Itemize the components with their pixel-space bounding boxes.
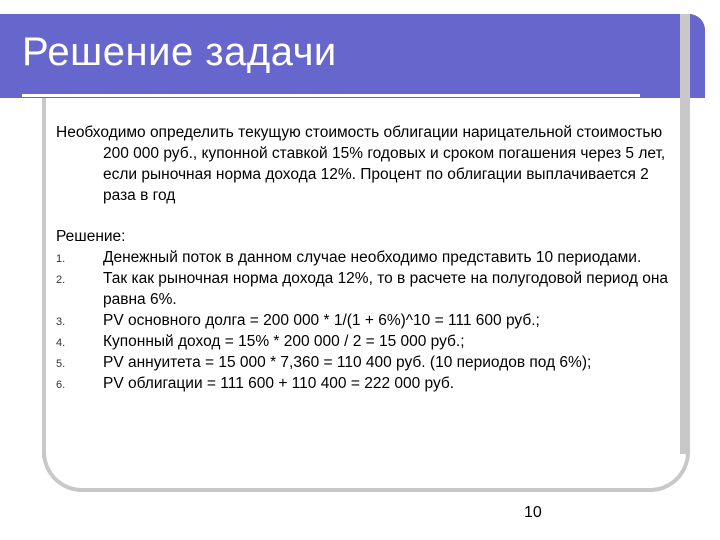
problem-statement: Необходимо определить текущую стоимость облигации нарицательной стоимостью 200 000 руб., купонной ставкой 15% годовых и сроком погашения через 5 лет, если рыночная норма дохода 12%. Процент по облигации выплачивается 2 раза в год (56, 124, 666, 204)
step-number: 4. (56, 337, 66, 349)
spacer (56, 206, 676, 226)
solution-step (56, 247, 676, 268)
solution-steps (56, 247, 676, 394)
step-text: PV аннуитета = 15 000 * 7,360 = 110 400 руб. (10 периодов под 6%); (103, 354, 592, 371)
page-number: 10 (524, 504, 542, 521)
step-number: 3. (56, 316, 66, 328)
frame-right-border (680, 14, 690, 454)
step-text: PV основного долга = 200 000 * 1/(1 + 6%)^10 = 111 600 руб.; (103, 312, 540, 329)
solution-step (56, 352, 676, 373)
slide-title: Решение задачи (22, 30, 337, 74)
step-text: Денежный поток в данном случае необходимо представить 10 периодами. (103, 249, 642, 266)
step-number: 6. (56, 379, 66, 391)
step-number: 1. (56, 253, 66, 265)
step-text: Так как рыночная норма дохода 12%, то в расчете на полугодовой период она равна 6%. (103, 270, 669, 308)
step-number: 2. (56, 274, 66, 286)
solution-step (56, 373, 676, 394)
slide-content (56, 122, 676, 394)
step-text: PV облигации = 111 600 + 110 400 = 222 000 руб. (103, 375, 455, 392)
step-number: 5. (56, 358, 66, 370)
solution-step (56, 268, 676, 310)
title-underline (22, 94, 640, 97)
frame-left-border (42, 98, 46, 458)
solution-step (56, 331, 676, 352)
solution-heading: Решение: (56, 228, 126, 245)
frame-bottom-border (42, 440, 690, 492)
solution-step (56, 310, 676, 331)
step-text: Купонный доход = 15% * 200 000 / 2 = 15 000 руб.; (103, 333, 465, 350)
